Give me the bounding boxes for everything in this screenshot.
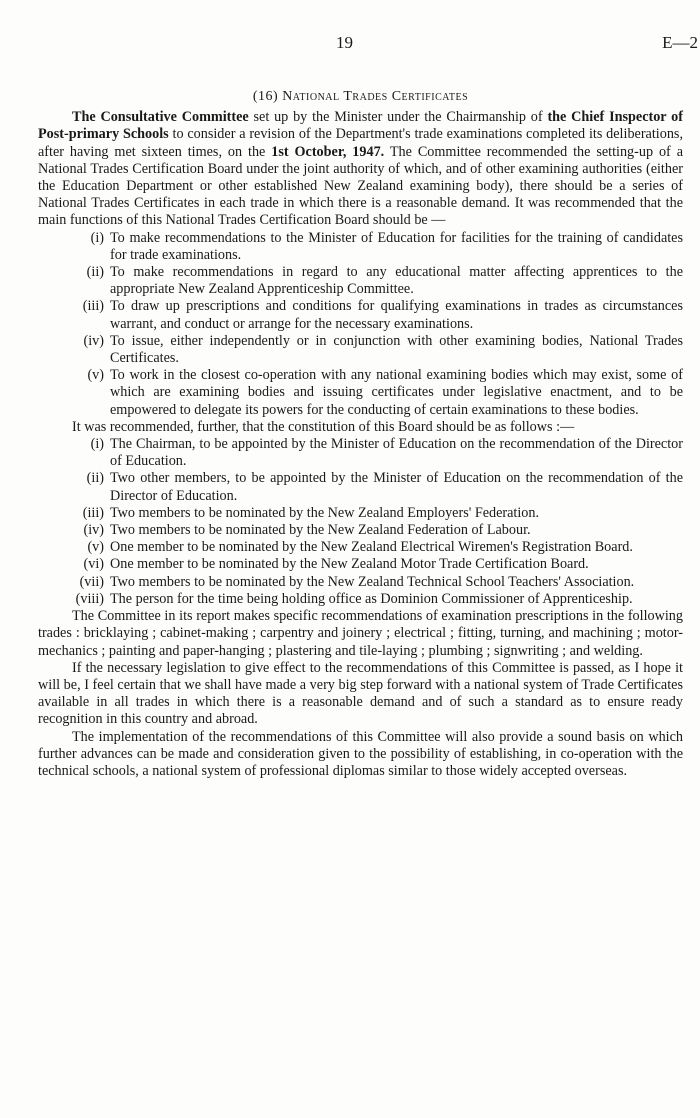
bold-chief-inspector: the Chief Inspector of Post-primary Schools (38, 109, 683, 143)
paragraph-implementation: The implementation of the recommendations of this Committee will also provide a sound basis on which further advances can be made and consideration given to the possibility of establishing, in co-operation with the technical schools, a national system of professional diplomas similar to those widely accepted overseas. (38, 728, 683, 779)
bold-date: 1st October, 1947. (271, 143, 385, 160)
list-number: (ii) (86, 264, 104, 281)
list-text: The Chairman, to be appointed by the Minister of Education on the recommendation of the Director of Education. (110, 436, 683, 470)
list-item (38, 436, 683, 470)
list-number: (ii) (86, 470, 104, 487)
list-item (38, 556, 683, 573)
paragraph-text: set up by the Minister under the Chairmanship of (248, 109, 548, 126)
list-item (38, 591, 683, 608)
list-number: (iii) (82, 298, 104, 315)
paragraph-constitution-intro: It was recommended, further, that the constitution of this Board should be as follows :— (72, 418, 575, 435)
list-item (38, 574, 683, 591)
list-text: To draw up prescriptions and conditions for qualifying examinations in trades as circumstances warrant, and conduct or arrange for the necessary examinations. (110, 298, 683, 332)
list-number: (iv) (83, 332, 104, 349)
page-header (0, 34, 700, 58)
list-text: To work in the closest co-operation with any national examining bodies which may exist, some of which are examining bodies and issuing certificates under legislative enactment, and to be empowered to delegate its powers for the conducting of certain examinations to these bodies. (110, 367, 683, 418)
list-text: Two members to be nominated by the New Zealand Technical School Teachers' Association. (110, 573, 635, 590)
bold-committee: The Consultative Committee (72, 109, 249, 126)
list-number: (viii) (75, 590, 104, 607)
paragraph-text: The Committee recommended the setting-up of a National Trades Certification Board under the joint authority of which, and of other examining authorities (either the Education Department or other established New Zealand examining body), there should be a series of National Trades Certificates in each trade in which there is a reasonable demand. It was recommended that the main functions of this National Trades Certification Board should be — (38, 143, 683, 229)
list-item (38, 333, 683, 367)
list-text: Two members to be nominated by the New Zealand Employers' Federation. (110, 504, 540, 521)
list-text: To make recommendations to the Minister of Education for facilities for the training of candidates for trade examinations. (110, 229, 683, 263)
list-text: Two members to be nominated by the New Zealand Federation of Labour. (110, 522, 531, 539)
paragraph-text: to consider a revision of the Department's trade examinations completed its deliberations, after having met sixteen times, on the (38, 126, 683, 160)
list-item (38, 230, 683, 264)
list-number: (v) (87, 367, 104, 384)
list-number: (vi) (83, 556, 104, 573)
functions-list (38, 230, 683, 419)
list-text: Two other members, to be appointed by the Minister of Education on the recommendation of the Director of Education. (110, 470, 683, 504)
list-item (38, 264, 683, 298)
list-item (38, 539, 683, 556)
paragraph-committee (38, 109, 683, 229)
paragraph-trades: The Committee in its report makes specific recommendations of examination prescriptions in the following trades : bricklaying ; cabinet-making ; carpentry and joinery ; electrical ; fitting, turning, and machining ; motor-mechanics ; painting and paper-hanging ; plastering and tile-laying ; plumbing ; signwriting ; and welding. (38, 608, 683, 659)
paragraph-legislation: If the necessary legislation to give effect to the recommendations of this Committee is passed, as I hope it will be, I feel certain that we shall have made a very big step forward with a national system of Trade Certificates available in all trades in which there is a reasonable demand and of such a standard as to ensure ready recognition in this country and abroad. (38, 659, 683, 728)
list-item (38, 367, 683, 419)
list-text: To issue, either independently or in conjunction with other examining bodies, National Trades Certificates. (110, 332, 683, 367)
list-item (38, 522, 683, 539)
list-item (38, 298, 683, 332)
section-title: (16) National Trades Certificates (252, 89, 469, 104)
list-number: (i) (90, 229, 104, 246)
list-text: To make recommendations in regard to any educational matter affecting apprentices to the appropriate New Zealand Apprenticeship Committee. (110, 264, 683, 298)
document-code: E—2 (662, 33, 698, 52)
constitution-list (38, 436, 683, 608)
list-item (38, 505, 683, 522)
list-number: (i) (90, 436, 104, 453)
page-content (38, 88, 683, 780)
list-text: The person for the time being holding office as Dominion Commissioner of Apprenticeship. (110, 590, 633, 607)
list-number: (v) (87, 539, 104, 556)
list-item (38, 470, 683, 504)
list-text: One member to be nominated by the New Zealand Motor Trade Certification Board. (110, 556, 589, 573)
list-number: (iii) (82, 504, 104, 521)
list-text: One member to be nominated by the New Zealand Electrical Wiremen's Registration Board. (110, 539, 633, 556)
list-number: (iv) (83, 522, 104, 539)
page-number: 19 (336, 33, 353, 52)
list-number: (vii) (79, 573, 104, 590)
